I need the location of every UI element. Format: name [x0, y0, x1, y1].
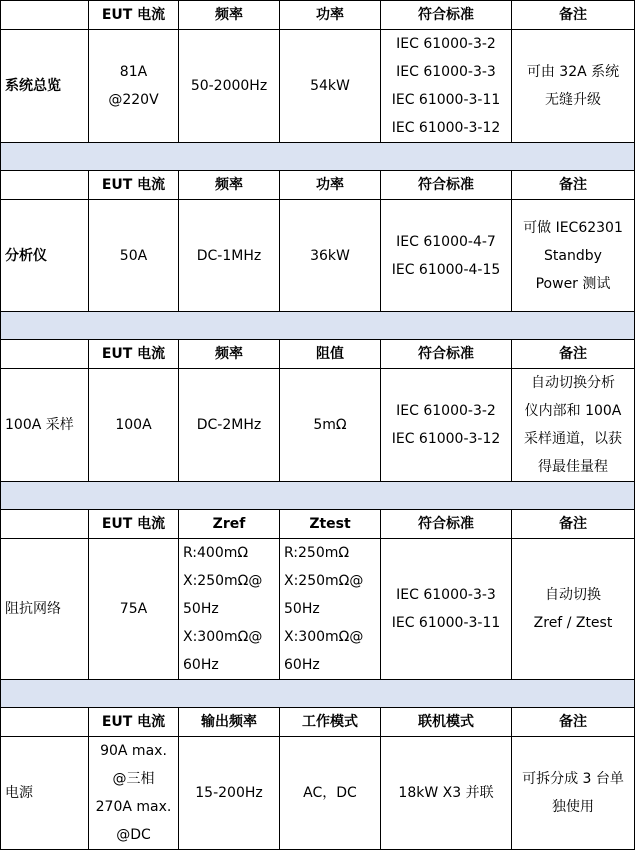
cell-frequency	[179, 30, 280, 143]
cell-line: X:250mΩ@	[284, 573, 364, 589]
cell-line: @220V	[108, 92, 159, 108]
header-row	[1, 1, 635, 30]
cell-operating-mode	[280, 737, 381, 850]
header-row	[1, 708, 635, 737]
cell-line: 15-200Hz	[195, 785, 263, 801]
section-separator	[1, 143, 635, 171]
header-cell-parallel-mode: 联机模式	[381, 708, 512, 737]
section-separator	[1, 680, 635, 708]
header-cell-eut-current: EUT 电流	[89, 510, 179, 539]
cell-line: 无缝升级	[545, 92, 601, 108]
cell-notes	[512, 539, 635, 680]
cell-eut-current	[89, 30, 179, 143]
cell-line: IEC 61000-4-7	[396, 233, 496, 250]
cell-ztest	[280, 539, 381, 680]
cell-line: IEC 61000-3-3	[396, 587, 496, 603]
cell-resistance	[280, 369, 381, 482]
cell-line: IEC 61000-3-12	[391, 120, 501, 136]
cell-standards	[381, 539, 512, 680]
cell-line: IEC 61000-4-15	[391, 261, 501, 278]
header-cell-corner	[1, 1, 89, 30]
cell-line: 独使用	[552, 799, 594, 815]
cell-frequency	[179, 200, 280, 312]
cell-notes	[512, 30, 635, 143]
cell-line: AC，DC	[303, 785, 357, 801]
cell-line: IEC 61000-3-11	[391, 92, 501, 108]
header-cell-eut-current: EUT 电流	[89, 340, 179, 369]
cell-line: X:300mΩ@	[183, 629, 263, 645]
header-cell-corner	[1, 510, 89, 539]
cell-notes	[512, 369, 635, 482]
table-row	[1, 200, 635, 312]
header-cell-frequency: 频率	[179, 171, 280, 200]
table-row	[1, 737, 635, 850]
row-label: 分析仪	[1, 200, 89, 312]
header-cell-frequency: 频率	[179, 1, 280, 30]
cell-line: 得最佳量程	[538, 459, 608, 475]
header-cell-notes: 备注	[512, 340, 635, 369]
cell-line: 75A	[119, 601, 148, 617]
cell-line: @DC	[116, 827, 151, 843]
header-cell-notes: 备注	[512, 708, 635, 737]
header-row	[1, 340, 635, 369]
table-row	[1, 30, 635, 143]
section-separator	[1, 482, 635, 510]
row-label: 系统总览	[1, 30, 89, 143]
cell-line: 自动切换	[545, 587, 601, 603]
cell-line: X:250mΩ@	[183, 573, 263, 589]
cell-zref	[179, 539, 280, 680]
cell-line: 50-2000Hz	[190, 78, 268, 94]
cell-eut-current	[89, 737, 179, 850]
header-cell-standards: 符合标准	[381, 340, 512, 369]
header-cell-notes: 备注	[512, 510, 635, 539]
cell-line: 60Hz	[284, 657, 320, 673]
cell-notes	[512, 200, 635, 312]
cell-line: 自动切换分析	[531, 375, 615, 391]
cell-power	[280, 30, 381, 143]
header-cell-power: 功率	[280, 171, 381, 200]
cell-line: IEC 61000-3-12	[391, 431, 501, 447]
row-label: 阻抗网络	[1, 539, 89, 680]
row-label: 电源	[1, 737, 89, 850]
cell-line: 60Hz	[183, 657, 219, 673]
cell-eut-current	[89, 369, 179, 482]
header-cell-corner	[1, 340, 89, 369]
cell-line: 50Hz	[284, 601, 320, 617]
cell-output-frequency	[179, 737, 280, 850]
cell-line: 可拆分成 3 台单	[522, 771, 624, 787]
cell-power	[280, 200, 381, 312]
section-separator	[1, 312, 635, 340]
header-cell-frequency: 频率	[179, 340, 280, 369]
cell-line: 270A max.	[95, 799, 172, 815]
cell-standards	[381, 30, 512, 143]
cell-line: Power 测试	[535, 275, 611, 292]
cell-line: 100A	[115, 417, 152, 433]
cell-line: DC-1MHz	[196, 247, 262, 264]
cell-line: DC-2MHz	[196, 417, 262, 433]
header-cell-standards: 符合标准	[381, 171, 512, 200]
header-cell-output-frequency: 输出频率	[179, 708, 280, 737]
header-cell-notes: 备注	[512, 171, 635, 200]
header-cell-notes: 备注	[512, 1, 635, 30]
cell-line: Standby	[544, 247, 602, 264]
cell-line: IEC 61000-3-11	[391, 615, 501, 631]
header-cell-corner	[1, 171, 89, 200]
header-cell-power: 功率	[280, 1, 381, 30]
cell-notes	[512, 737, 635, 850]
cell-line: R:400mΩ	[183, 545, 249, 561]
cell-line: @三相	[112, 771, 155, 787]
cell-line: 可做 IEC62301	[523, 219, 623, 236]
cell-line: IEC 61000-3-3	[396, 64, 496, 80]
header-cell-corner	[1, 708, 89, 737]
header-cell-standards: 符合标准	[381, 510, 512, 539]
header-cell-eut-current: EUT 电流	[89, 708, 179, 737]
cell-line: 18kW X3 并联	[398, 785, 494, 801]
header-row	[1, 171, 635, 200]
cell-line: 90A max.	[100, 743, 167, 759]
header-cell-ztest: Ztest	[280, 510, 381, 539]
cell-line: 5mΩ	[313, 417, 347, 433]
row-label: 100A 采样	[1, 369, 89, 482]
cell-line: R:250mΩ	[284, 545, 350, 561]
cell-line: Zref / Ztest	[533, 615, 613, 631]
header-cell-eut-current: EUT 电流	[89, 1, 179, 30]
cell-line: 81A	[119, 64, 148, 80]
cell-line: 采样通道，以获	[524, 431, 622, 447]
cell-line: 50Hz	[183, 601, 219, 617]
cell-line: 36kW	[310, 247, 350, 264]
cell-line: X:300mΩ@	[284, 629, 364, 645]
header-cell-resistance: 阻值	[280, 340, 381, 369]
table-row	[1, 369, 635, 482]
header-cell-operating-mode: 工作模式	[280, 708, 381, 737]
cell-line: 54kW	[310, 78, 350, 94]
header-cell-zref: Zref	[179, 510, 280, 539]
cell-eut-current	[89, 200, 179, 312]
cell-eut-current	[89, 539, 179, 680]
table-row	[1, 539, 635, 680]
cell-line: 50A	[119, 247, 148, 264]
cell-line: 仪内部和 100A	[524, 403, 622, 419]
cell-line: IEC 61000-3-2	[396, 403, 496, 419]
cell-parallel-mode	[381, 737, 512, 850]
header-row	[1, 510, 635, 539]
cell-frequency	[179, 369, 280, 482]
header-cell-standards: 符合标准	[381, 1, 512, 30]
cell-line: IEC 61000-3-2	[396, 36, 496, 52]
cell-standards	[381, 200, 512, 312]
header-cell-eut-current: EUT 电流	[89, 171, 179, 200]
cell-line: 可由 32A 系统	[526, 64, 620, 80]
cell-standards	[381, 369, 512, 482]
